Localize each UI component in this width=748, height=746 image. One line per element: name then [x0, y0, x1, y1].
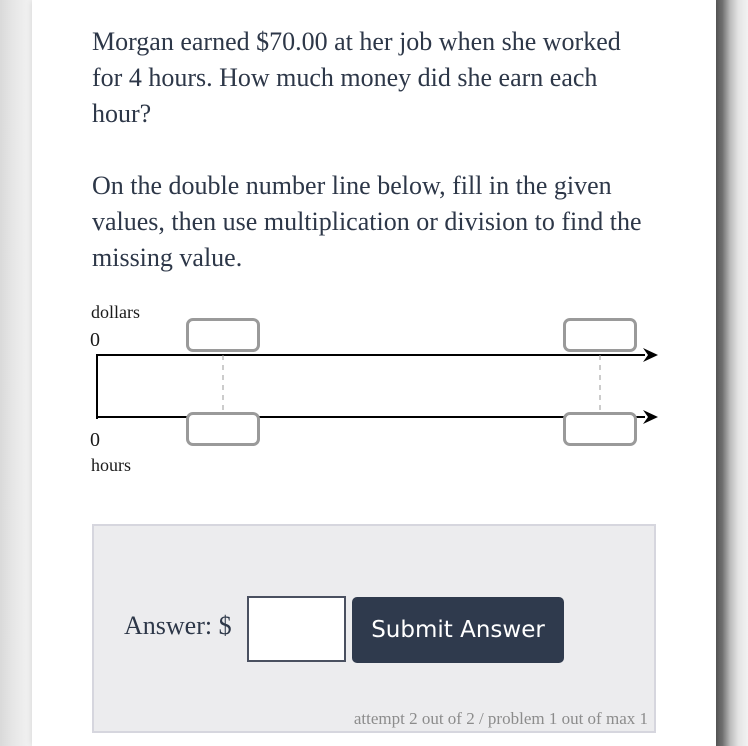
dollars-label: dollars [91, 302, 140, 322]
submit-answer-button[interactable]: Submit Answer [352, 597, 564, 663]
hours-label: hours [91, 455, 131, 475]
dollars-arrowhead [643, 348, 658, 362]
dollars-zero: 0 [90, 329, 100, 351]
answer-label: Answer: $ [124, 611, 232, 640]
hours-zero: 0 [90, 429, 100, 451]
answer-input[interactable] [247, 596, 346, 662]
dollars-box-1[interactable] [186, 318, 260, 352]
attempt-counter: attempt 2 out of 2 / problem 1 out of max 1 [353, 709, 648, 728]
instructions-text: On the double number line below, fill in the given values, then use multiplication or division to find the missing value. [92, 171, 642, 272]
question-text: Morgan earned $70.00 at her job when she worked for 4 hours. How much money did she earn each hour? [92, 27, 621, 128]
dollars-box-2[interactable] [563, 318, 637, 352]
hours-box-2[interactable] [563, 412, 637, 446]
hours-box-1[interactable] [186, 412, 260, 446]
hours-arrowhead [643, 410, 658, 424]
